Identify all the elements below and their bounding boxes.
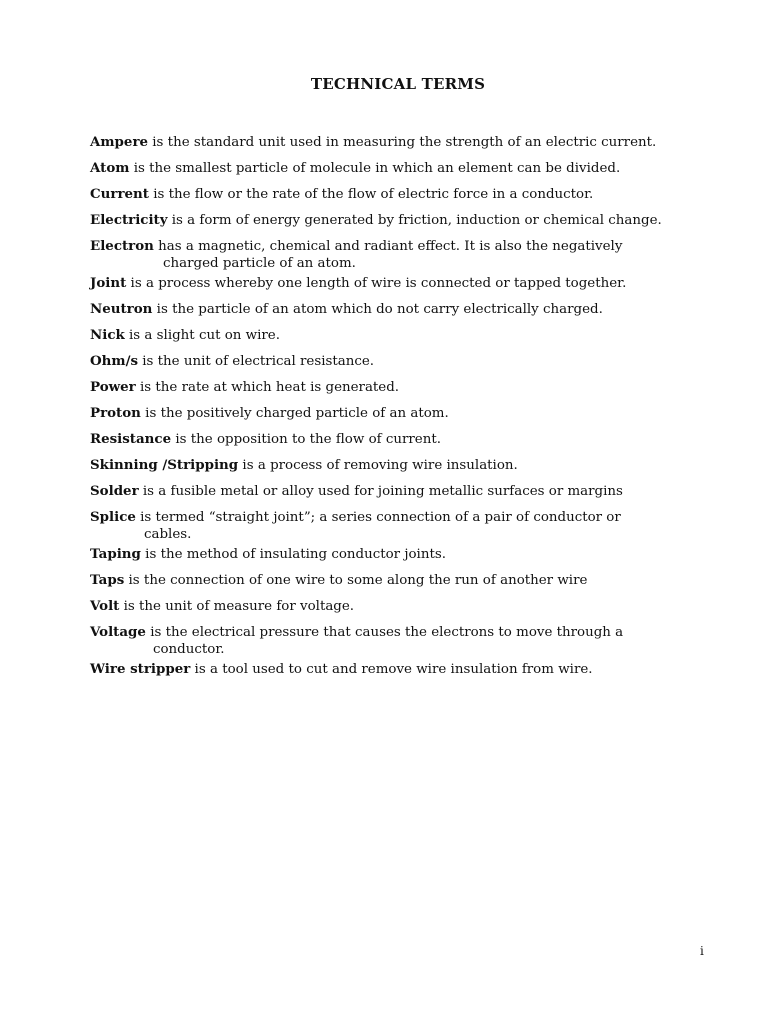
term-item-electricity [90,211,730,237]
term-definition: is the rate at which heat is generated. [135,380,400,395]
term-definition: is the flow or the rate of the flow of electric force in a conductor. [148,187,594,202]
term-item-atom [90,159,730,185]
term-name: Solder [90,483,139,499]
term-definition: has a magnetic, chemical and radiant effect. It is also the negatively [153,239,623,254]
term-definition: is a form of energy generated by friction, induction or chemical change. [167,213,662,228]
term-item-splice [90,508,730,545]
term-name: Volt [90,598,120,614]
term-definition: is the opposition to the flow of current. [171,432,441,447]
term-definition: is a process of removing wire insulation. [238,458,518,473]
term-item-proton [90,404,730,430]
term-definition: is the particle of an atom which do not carry electrically charged. [152,302,603,317]
term-definition: is the method of insulating conductor joints. [140,547,446,562]
term-item-voltage [90,623,730,660]
term-definition: is a process whereby one length of wire is connected or tapped together. [126,276,627,291]
term-item-solder [90,482,730,508]
term-item-volt [90,597,730,623]
term-item-skinning-stripping [90,456,730,482]
term-name: Current [90,186,149,202]
term-definition: is the unit of electrical resistance. [138,354,375,369]
term-item-electron [90,237,730,274]
term-name: Taps [90,572,125,588]
term-item-current [90,185,730,211]
term-definition-continuation: charged particle of an atom. [163,256,356,271]
term-definition-continuation: cables. [144,527,192,542]
term-definition: is termed “straight joint”; a series connection of a pair of conductor or [135,510,621,525]
term-name: Nick [90,327,125,343]
term-definition: is the connection of one wire to some along the run of another wire [124,573,588,588]
technical-terms-list [90,133,730,686]
term-name: Splice [90,509,136,525]
term-name: Proton [90,405,141,421]
term-definition: is the standard unit used in measuring the strength of an electric current. [148,135,657,150]
term-item-ampere [90,133,730,159]
term-definition-continuation: conductor. [153,642,225,657]
term-item-neutron [90,300,730,326]
term-definition: is the electrical pressure that causes the electrons to move through a [145,625,624,640]
term-name: Skinning /Stripping [90,457,239,473]
term-item-ohms [90,352,730,378]
page-title: TECHNICAL TERMS [310,75,486,93]
term-definition: is the smallest particle of molecule in which an element can be divided. [129,161,621,176]
term-name: Ohm/s [90,353,138,369]
term-definition: is the positively charged particle of an atom. [140,406,449,421]
term-item-joint [90,274,730,300]
term-name: Atom [90,160,130,176]
term-item-nick [90,326,730,352]
term-definition: is a tool used to cut and remove wire insulation from wire. [190,662,593,677]
term-item-taps [90,571,730,597]
term-item-resistance [90,430,730,456]
term-name: Resistance [90,431,172,447]
term-name: Joint [90,275,127,291]
term-name: Electron [90,238,154,254]
term-definition: is a slight cut on wire. [124,328,280,343]
term-name: Taping [90,546,141,562]
term-name: Voltage [90,624,146,640]
term-name: Neutron [90,301,153,317]
term-definition: is the unit of measure for voltage. [119,599,355,614]
term-name: Electricity [90,212,168,228]
term-name: Power [90,379,136,395]
term-name: Wire stripper [90,661,191,677]
term-item-power [90,378,730,404]
term-definition: is a fusible metal or alloy used for joining metallic surfaces or margins [138,484,623,499]
term-item-wire-stripper [90,660,730,686]
term-item-taping [90,545,730,571]
term-name: Ampere [90,134,149,150]
page-number: i [700,944,704,958]
